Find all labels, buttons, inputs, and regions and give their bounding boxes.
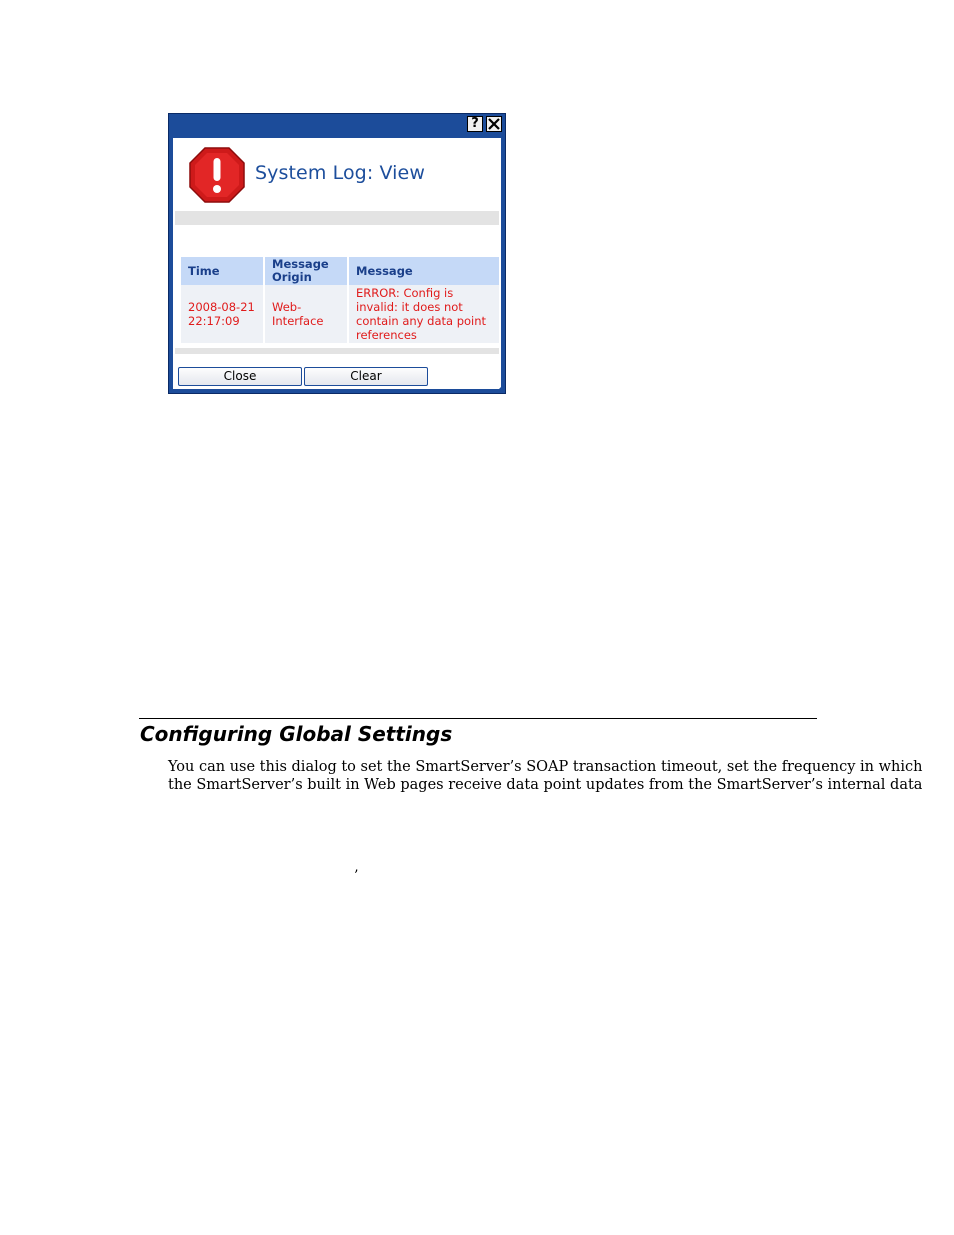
cell-origin: Web-Interface — [265, 285, 347, 343]
body-paragraph — [168, 758, 923, 794]
column-header-time[interactable]: Time — [181, 257, 263, 285]
section-rule — [139, 718, 817, 719]
system-log-dialog — [168, 113, 506, 394]
cell-message: ERROR: Config is invalid: it does not contain any data point references — [349, 285, 499, 343]
close-window-button[interactable] — [486, 116, 502, 132]
table-row[interactable] — [181, 285, 499, 343]
help-icon: ? — [471, 116, 479, 131]
close-icon — [488, 118, 500, 130]
dialog-titlebar — [169, 114, 505, 135]
column-header-message-origin[interactable]: Message Origin — [265, 257, 347, 285]
paragraph-line: You can use this dialog to set the SmartServer’s SOAP transaction timeout, set the frequency in which — [168, 759, 923, 775]
paragraph-line: the SmartServer’s built in Web pages receive data point updates from the SmartServer’s internal data — [168, 777, 923, 793]
alert-stop-icon — [189, 147, 245, 203]
divider-band — [175, 348, 499, 354]
divider-band — [175, 211, 499, 225]
dialog-content — [173, 138, 501, 389]
log-table — [179, 257, 501, 343]
dialog-title: System Log: View — [255, 162, 425, 184]
close-button[interactable]: Close — [178, 367, 302, 386]
help-button[interactable] — [467, 116, 483, 132]
cell-time: 2008-08-21 22:17:09 — [181, 285, 263, 343]
clear-button[interactable]: Clear — [304, 367, 428, 386]
resize-handle[interactable] — [495, 383, 505, 393]
column-header-message[interactable]: Message — [349, 257, 499, 285]
stray-apostrophe: ’ — [354, 868, 359, 884]
section-heading: Configuring Global Settings — [140, 722, 453, 746]
